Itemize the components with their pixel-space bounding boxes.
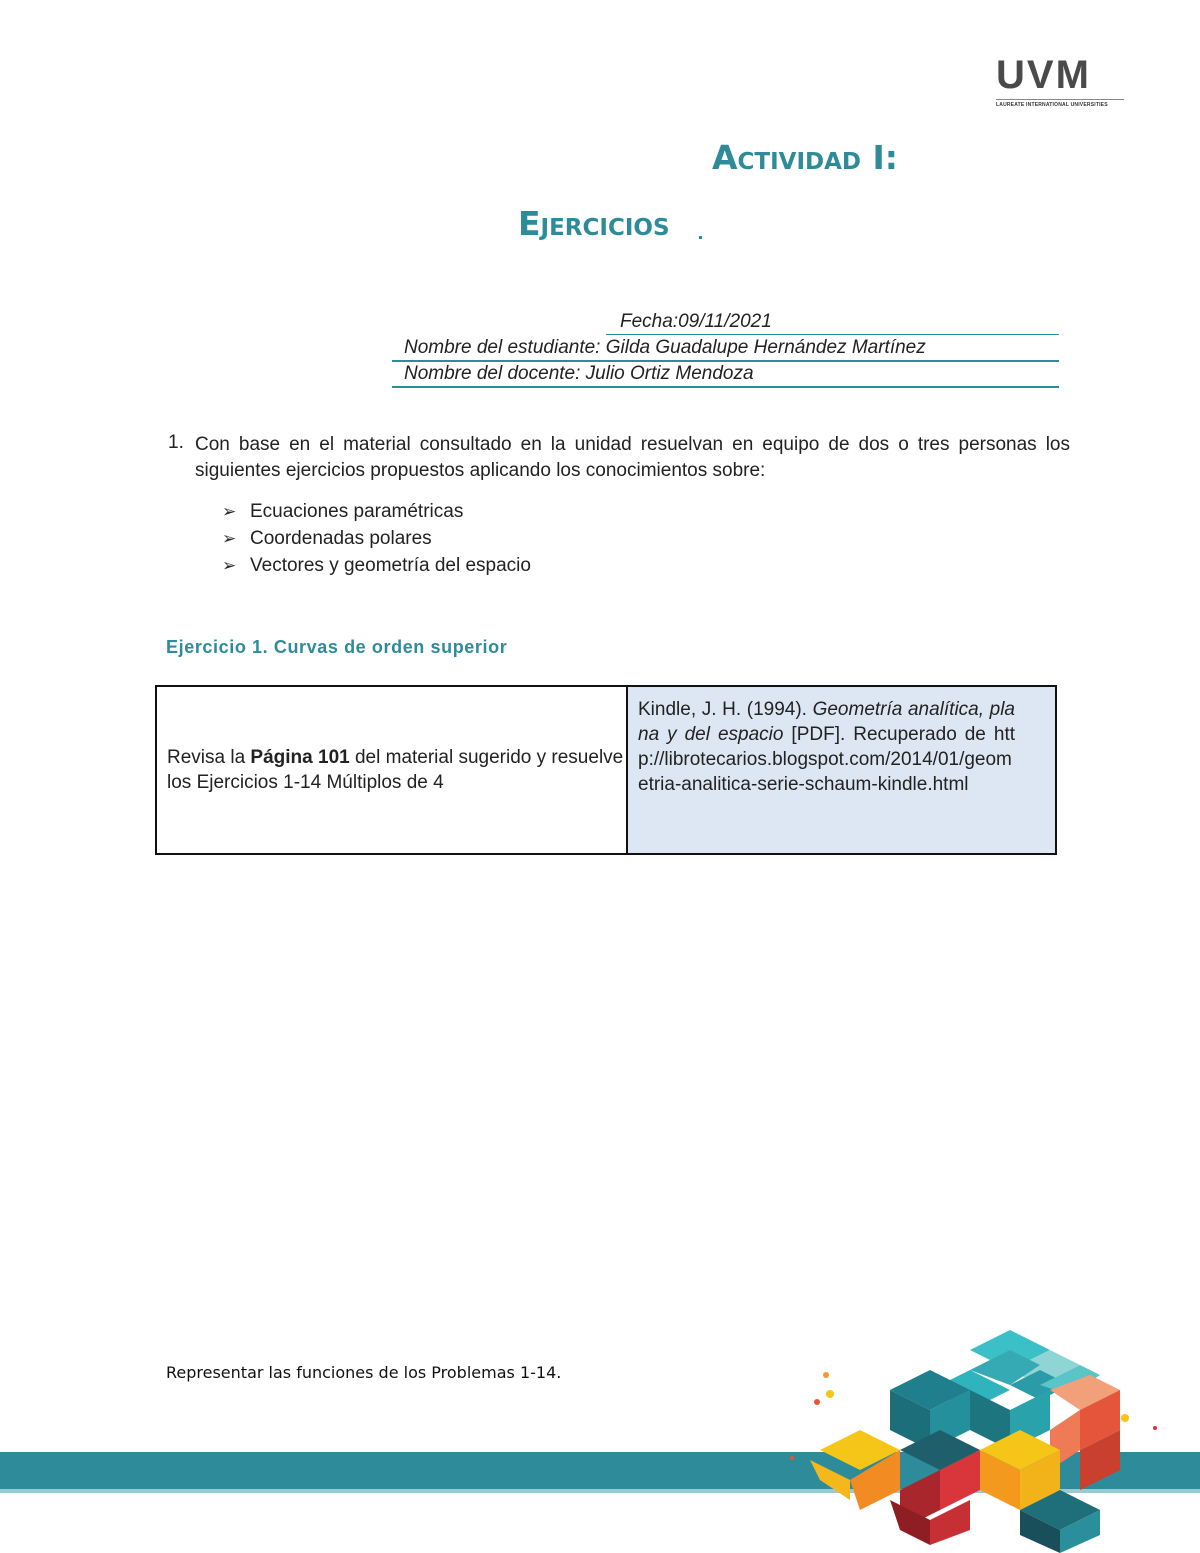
cell-suffix: del material sugerido y resuelve los Ejercicios 1-14 Múltiplos de 4: [167, 747, 624, 793]
activity-title: Actividad I:: [712, 138, 898, 177]
logo-letters: UVM: [996, 53, 1091, 97]
uvm-logo: [996, 55, 1124, 111]
bullet-label: Coordenadas polares: [250, 528, 432, 549]
cell-prefix: Revisa la: [167, 747, 251, 768]
arrow-bullet-icon: ➢: [222, 529, 237, 549]
bullet-label: Ecuaciones paramétricas: [250, 501, 464, 522]
bullet-label: Vectores y geometría del espacio: [250, 555, 531, 576]
exercise-heading: Ejercicio 1. Curvas de orden superior: [166, 637, 508, 657]
reference-title: Geometría analítica, plana y del espacio: [638, 699, 1015, 745]
table-cell-reference: [628, 687, 1055, 853]
cell-text: [167, 745, 626, 795]
arrow-bullet-icon: ➢: [222, 502, 237, 522]
logo-tagline: LAUREATE INTERNATIONAL UNIVERSITIES: [996, 99, 1124, 108]
list-item: [222, 501, 463, 523]
student-underline: [392, 360, 1059, 362]
page-reference: Página 101: [250, 747, 350, 768]
reference-url[interactable]: http://librotecarios.blogspot.com/2014/01/geometria-analitica-serie-schaum-kindle.html: [638, 724, 1015, 795]
title-dot: [699, 236, 702, 239]
student-name: Nombre del estudiante: Gilda Guadalupe Hernández Martínez: [404, 337, 926, 358]
teacher-name: Nombre del docente: Julio Ortiz Mendoza: [404, 363, 754, 384]
decorative-cubes-graphic: [780, 1330, 1200, 1553]
list-item: [222, 528, 432, 550]
exercises-title: Ejercicios: [518, 204, 670, 243]
list-item: [222, 555, 531, 577]
date-field: Fecha:09/11/2021: [620, 311, 772, 332]
reference-format: [PDF]. Recuperado de: [783, 724, 994, 745]
date-underline: [606, 334, 1059, 335]
teacher-underline: [392, 386, 1059, 388]
arrow-bullet-icon: ➢: [222, 556, 237, 576]
footer-note: Representar las funciones de los Problemas 1-14.: [166, 1363, 562, 1382]
reference-author: Kindle, J. H. (1994).: [638, 699, 813, 720]
exercise-table: [155, 685, 1057, 855]
instruction-text: Con base en el material consultado en la unidad resuelvan en equipo de dos o tres personas los siguientes ejercicios propuestos aplicando los conocimientos sobre:: [195, 434, 1070, 481]
table-cell-instructions: [157, 687, 628, 853]
instruction-number: 1.: [168, 432, 184, 453]
